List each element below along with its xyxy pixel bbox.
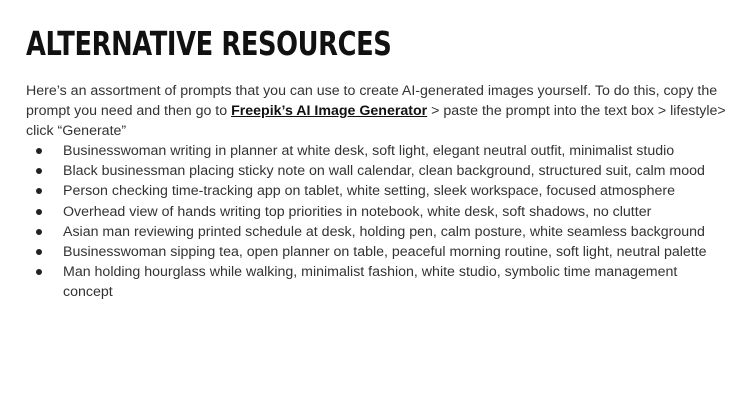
bullet-icon — [36, 229, 42, 235]
list-item — [26, 161, 726, 181]
bullet-icon — [36, 209, 42, 215]
bullet-icon — [36, 188, 42, 194]
page-title: ALTERNATIVE RESOURCES — [26, 24, 392, 63]
prompt-list — [26, 141, 726, 303]
prompt-text: Overhead view of hands writing top priorities in notebook, white desk, soft shadows, no clutter — [63, 203, 652, 220]
list-item — [26, 262, 726, 302]
bullet-icon — [36, 148, 42, 154]
intro-paragraph — [26, 81, 726, 141]
prompt-text: Man holding hourglass while walking, minimalist fashion, white studio, symbolic time management concept — [63, 264, 678, 301]
freepik-ai-image-generator-link[interactable]: Freepik’s AI Image Generator — [231, 103, 428, 119]
list-item — [26, 202, 726, 222]
list-item — [26, 181, 726, 201]
list-item — [26, 242, 726, 262]
prompt-text: Black businessman placing sticky note on wall calendar, clean background, structured suit, calm mood — [63, 163, 705, 180]
prompt-text: Asian man reviewing printed schedule at desk, holding pen, calm posture, white seamless background — [63, 223, 705, 240]
prompt-text: Businesswoman writing in planner at white desk, soft light, elegant neutral outfit, minimalist studio — [63, 143, 675, 159]
list-item — [26, 141, 726, 161]
list-item — [26, 222, 726, 242]
bullet-icon — [36, 249, 42, 255]
document-page — [26, 0, 726, 303]
bullet-icon — [36, 168, 42, 174]
prompt-text: Person checking time-tracking app on tablet, white setting, sleek workspace, focused atmosphere — [63, 183, 675, 200]
intro-text-after-link: > paste the prompt into the text box > lifestyle> click “Generate” — [26, 103, 726, 139]
bullet-icon — [36, 269, 42, 275]
intro-text-before-link: Here’s an assortment of prompts that you can use to create AI-generated images yourself. To do this, copy the prompt you need and then go to — [26, 83, 718, 119]
prompt-text: Businesswoman sipping tea, open planner on table, peaceful morning routine, soft light, neutral palette — [63, 244, 707, 261]
